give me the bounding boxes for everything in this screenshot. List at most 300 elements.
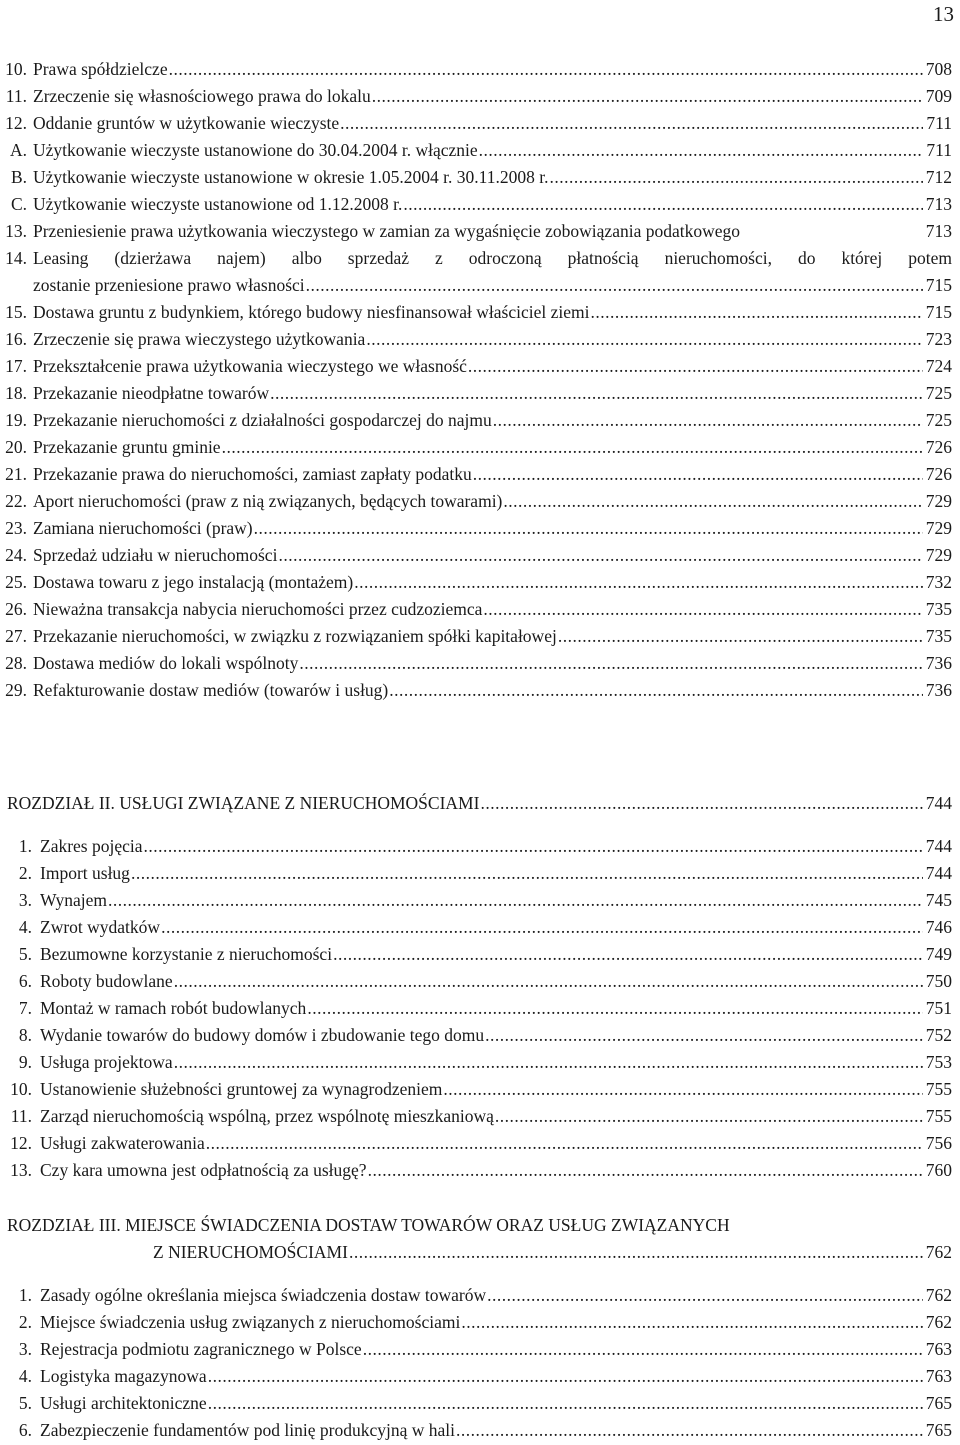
entry-body — [40, 914, 952, 941]
entry-title: Przekazanie nieodpłatne towarów — [33, 383, 270, 403]
toc-entry[interactable] — [0, 245, 960, 299]
entry-row — [33, 110, 952, 137]
entry-number: 4. — [18, 917, 32, 937]
entry-row — [40, 833, 952, 860]
entry-page: 725 — [925, 383, 952, 403]
dot-leader — [389, 677, 922, 704]
entry-title: Czy kara umowna jest odpłatnością za usługę? — [40, 1160, 367, 1180]
toc-entry[interactable] — [0, 1309, 960, 1336]
dot-leader — [468, 353, 923, 380]
toc-entry[interactable] — [0, 1212, 960, 1266]
toc-entry[interactable] — [0, 887, 960, 914]
entry-number: 11. — [10, 1106, 32, 1126]
entry-body — [33, 56, 952, 83]
entry-body — [33, 542, 952, 569]
toc-entry[interactable] — [0, 833, 960, 860]
entry-row — [40, 941, 952, 968]
entry-row — [7, 1239, 952, 1266]
entry-number: 29. — [5, 680, 27, 700]
entry-number: 2. — [18, 1312, 32, 1332]
dot-leader — [174, 968, 923, 995]
entry-row — [33, 272, 952, 299]
entry-page: 750 — [925, 971, 952, 991]
entry-page: 715 — [925, 275, 952, 295]
dot-leader — [208, 1390, 923, 1417]
entry-page: 709 — [925, 86, 952, 106]
entry-number: 27. — [5, 626, 27, 646]
toc-entry[interactable] — [0, 1336, 960, 1363]
entry-body — [33, 191, 952, 218]
page-number: 13 — [933, 2, 954, 26]
toc-entry[interactable] — [0, 677, 960, 704]
toc-entry[interactable] — [0, 914, 960, 941]
entry-page: 715 — [925, 302, 952, 322]
entry-body — [40, 1309, 952, 1336]
entry-title: Użytkowanie wieczyste ustanowione w okresie 1.05.2004 r. 30.11.2008 r. — [33, 167, 549, 187]
entry-page: 744 — [925, 793, 952, 813]
entry-title: Usługi zakwaterowania — [40, 1133, 205, 1153]
entry-number: 16. — [5, 329, 27, 349]
entry-number: 5. — [18, 1393, 32, 1413]
toc-entry[interactable] — [0, 488, 960, 515]
entry-body — [40, 1417, 952, 1444]
entry-page: 736 — [925, 680, 952, 700]
dot-leader — [479, 137, 924, 164]
toc-entry[interactable] — [0, 353, 960, 380]
entry-title-line1: Leasing (dzierżawa najem) albo sprzedaż z odroczoną płatnością nieruchomości, do której potem — [33, 248, 952, 268]
entry-row — [33, 353, 952, 380]
entry-body — [7, 1212, 952, 1266]
entry-body — [33, 650, 952, 677]
entry-body — [33, 434, 952, 461]
entry-page: 729 — [925, 545, 952, 565]
entry-page: 726 — [925, 464, 952, 484]
entry-number: 3. — [18, 1339, 32, 1359]
entry-body — [33, 245, 952, 299]
dot-leader — [550, 164, 923, 191]
entry-number: 13. — [10, 1160, 32, 1180]
dot-leader — [131, 860, 923, 887]
entry-body — [40, 887, 952, 914]
entry-title: Refakturowanie dostaw mediów (towarów i usług) — [33, 680, 389, 700]
entry-title: Oddanie gruntów w użytkowanie wieczyste — [33, 113, 340, 133]
entry-number: 6. — [18, 1420, 32, 1440]
entry-row — [33, 569, 952, 596]
entry-page: 765 — [925, 1420, 952, 1440]
entry-row — [33, 596, 952, 623]
entry-number: 22. — [5, 491, 27, 511]
entry-title: Import usług — [40, 863, 130, 883]
entry-page: 729 — [925, 491, 952, 511]
entry-row — [33, 299, 952, 326]
entry-number: 15. — [5, 302, 27, 322]
entry-body — [33, 596, 952, 623]
entry-body — [33, 164, 952, 191]
entry-number: 17. — [5, 356, 27, 376]
entry-number: 19. — [5, 410, 27, 430]
entry-page: 752 — [925, 1025, 952, 1045]
dot-leader — [558, 623, 923, 650]
entry-page: 723 — [925, 329, 952, 349]
entry-body — [33, 569, 952, 596]
entry-page: 711 — [926, 140, 952, 160]
entry-row — [40, 1417, 952, 1444]
entry-title: Ustanowienie służebności gruntowej za wynagrodzeniem — [40, 1079, 443, 1099]
entry-row — [40, 1282, 952, 1309]
entry-page: 724 — [925, 356, 952, 376]
entry-title: Przekazanie nieruchomości, w związku z rozwiązaniem spółki kapitałowej — [33, 626, 557, 646]
toc-entry[interactable] — [0, 1049, 960, 1076]
entry-page: 746 — [925, 917, 952, 937]
entry-body — [33, 623, 952, 650]
dot-leader — [485, 1022, 923, 1049]
entry-number: 26. — [5, 599, 27, 619]
toc-entry[interactable] — [0, 299, 960, 326]
toc-entry[interactable] — [0, 191, 960, 218]
toc-entry[interactable] — [0, 1282, 960, 1309]
entry-number: 10. — [5, 59, 27, 79]
dot-leader — [487, 1282, 923, 1309]
toc-entry[interactable] — [0, 1417, 960, 1444]
toc-entry[interactable] — [0, 407, 960, 434]
entry-title: Przekazanie gruntu gminie — [33, 437, 221, 457]
dot-leader — [349, 1239, 923, 1266]
entry-row — [33, 56, 952, 83]
entry-title: Dostawa gruntu z budynkiem, którego budowy niesfinansował właściciel ziemi — [33, 302, 590, 322]
entry-row — [33, 407, 952, 434]
entry-row — [40, 1076, 952, 1103]
entry-title: Montaż w ramach robót budowlanych — [40, 998, 307, 1018]
entry-row — [33, 623, 952, 650]
toc-entry[interactable] — [0, 995, 960, 1022]
entry-page: 712 — [925, 167, 952, 187]
dot-leader — [368, 1157, 923, 1184]
entry-body — [40, 860, 952, 887]
entry-number: 25. — [5, 572, 27, 592]
toc-entry[interactable] — [0, 515, 960, 542]
entry-row — [40, 1336, 952, 1363]
dot-leader — [372, 83, 923, 110]
toc-entry[interactable] — [0, 380, 960, 407]
entry-title: Zamiana nieruchomości (praw) — [33, 518, 253, 538]
entry-page: 744 — [925, 863, 952, 883]
entry-body — [40, 1049, 952, 1076]
entry-number: 1. — [18, 836, 32, 856]
entry-body — [33, 353, 952, 380]
toc-entry[interactable] — [0, 110, 960, 137]
entry-number: 13. — [5, 221, 27, 241]
entry-page: 726 — [925, 437, 952, 457]
entry-title: Użytkowanie wieczyste ustanowione od 1.12.2008 r. — [33, 194, 403, 214]
dot-leader — [456, 1417, 923, 1444]
entry-row — [33, 515, 952, 542]
entry-title: zostanie przeniesione prawo własności — [33, 275, 305, 295]
dot-leader — [108, 887, 923, 914]
entry-row — [40, 860, 952, 887]
entry-row — [40, 887, 952, 914]
dot-leader — [590, 299, 922, 326]
entry-page: 762 — [925, 1242, 952, 1262]
entry-row — [7, 790, 952, 817]
entry-number: 18. — [5, 383, 27, 403]
entry-number: 6. — [18, 971, 32, 991]
entry-number: A. — [9, 140, 27, 160]
entry-title: Przekazanie prawa do nieruchomości, zamiast zapłaty podatku — [33, 464, 472, 484]
entry-page: 763 — [925, 1366, 952, 1386]
dot-leader — [306, 272, 923, 299]
dot-leader — [208, 1363, 923, 1390]
entry-title: Usługa projektowa — [40, 1052, 173, 1072]
entry-title: ROZDZIAŁ II. USŁUGI ZWIĄZANE Z NIERUCHOMOŚCIAMI — [7, 793, 480, 813]
entry-row — [40, 1049, 952, 1076]
dot-leader — [144, 833, 923, 860]
entry-title: Aport nieruchomości (praw z nią związanych, będących towarami) — [33, 491, 503, 511]
entry-number: 8. — [18, 1025, 32, 1045]
entry-title: Bezumowne korzystanie z nieruchomości — [40, 944, 333, 964]
entry-row — [40, 1157, 952, 1184]
entry-body — [40, 1157, 952, 1184]
entry-page: 751 — [925, 998, 952, 1018]
dot-leader — [495, 1103, 923, 1130]
dot-leader — [443, 1076, 922, 1103]
toc-entry[interactable] — [0, 1390, 960, 1417]
toc-entry[interactable] — [0, 1363, 960, 1390]
entry-row — [40, 1390, 952, 1417]
entry-page: 765 — [925, 1393, 952, 1413]
entry-body — [40, 1363, 952, 1390]
entry-body — [7, 790, 952, 817]
toc-entry[interactable] — [0, 542, 960, 569]
entry-title: Sprzedaż udziału w nieruchomości — [33, 545, 278, 565]
dot-leader — [473, 461, 923, 488]
dot-leader — [206, 1130, 923, 1157]
entry-number: 28. — [5, 653, 27, 673]
entry-title: Usługi architektoniczne — [40, 1393, 207, 1413]
entry-row — [33, 191, 952, 218]
entry-row — [40, 914, 952, 941]
entry-body — [33, 299, 952, 326]
dot-leader — [161, 914, 923, 941]
entry-title: Wydanie towarów do budowy domów i zbudowanie tego domu — [40, 1025, 485, 1045]
entry-body — [40, 1076, 952, 1103]
entry-row — [33, 218, 952, 245]
entry-row — [40, 1022, 952, 1049]
entry-number: 2. — [18, 863, 32, 883]
dot-leader — [307, 995, 922, 1022]
entry-title: Dostawa mediów do lokali wspólnoty — [33, 653, 299, 673]
entry-page: 763 — [925, 1339, 952, 1359]
dot-leader — [299, 650, 922, 677]
entry-body — [33, 137, 952, 164]
toc-entry[interactable] — [0, 1076, 960, 1103]
entry-row — [33, 650, 952, 677]
dot-leader — [222, 434, 923, 461]
entry-page: 762 — [925, 1312, 952, 1332]
entry-page: 753 — [925, 1052, 952, 1072]
entry-title: Prawa spółdzielcze — [33, 59, 168, 79]
entry-number: B. — [10, 167, 27, 187]
toc-entry[interactable] — [0, 569, 960, 596]
toc-entry[interactable] — [0, 1157, 960, 1184]
entry-number: C. — [10, 194, 27, 214]
entry-title: Rejestracja podmiotu zagranicznego w Polsce — [40, 1339, 362, 1359]
toc-entry[interactable] — [0, 1130, 960, 1157]
toc-entry[interactable] — [0, 623, 960, 650]
entry-title: Przekształcenie prawa użytkowania wieczystego we własność — [33, 356, 467, 376]
dot-leader — [340, 110, 923, 137]
dot-leader — [493, 407, 923, 434]
entry-number: 1. — [18, 1285, 32, 1305]
entry-number: 11. — [5, 86, 27, 106]
entry-number: 10. — [10, 1079, 32, 1099]
entry-title: Miejsce świadczenia usług związanych z nieruchomościami — [40, 1312, 461, 1332]
toc-entry[interactable] — [0, 164, 960, 191]
entry-title: Wynajem — [40, 890, 107, 910]
entry-row — [40, 1309, 952, 1336]
entry-title: Zarząd nieruchomością wspólną, przez wspólnotę mieszkaniową — [40, 1106, 494, 1126]
dot-leader — [174, 1049, 923, 1076]
entry-number: 12. — [10, 1133, 32, 1153]
dot-leader — [169, 56, 923, 83]
entry-page: 735 — [925, 599, 952, 619]
dot-leader — [270, 380, 923, 407]
entry-title: Z NIERUCHOMOŚCIAMI — [153, 1242, 348, 1262]
entry-row — [33, 164, 952, 191]
toc-entry[interactable] — [0, 1103, 960, 1130]
entry-page: 732 — [925, 572, 952, 592]
entry-body — [33, 515, 952, 542]
entry-row — [33, 434, 952, 461]
entry-page: 713 — [925, 194, 952, 214]
entry-body — [40, 1336, 952, 1363]
entry-title: Zrzeczenie się prawa wieczystego użytkowania — [33, 329, 366, 349]
dot-leader — [363, 1336, 923, 1363]
entry-number: 21. — [5, 464, 27, 484]
entry-row — [40, 968, 952, 995]
toc-entry[interactable] — [0, 326, 960, 353]
entry-title: Zrzeczenie się własnościowego prawa do lokalu — [33, 86, 371, 106]
entry-body — [33, 488, 952, 515]
toc-entry[interactable] — [0, 860, 960, 887]
entry-number: 5. — [18, 944, 32, 964]
dot-leader — [480, 790, 922, 817]
entry-body — [33, 461, 952, 488]
entry-number: 20. — [5, 437, 27, 457]
toc-entry[interactable] — [0, 968, 960, 995]
toc-entry[interactable] — [0, 434, 960, 461]
toc-entry[interactable] — [0, 596, 960, 623]
entry-number: 23. — [5, 518, 27, 538]
entry-title: Dostawa towaru z jego instalacją (montażem) — [33, 572, 354, 592]
entry-title: Zakres pojęcia — [40, 836, 143, 856]
entry-page: 762 — [925, 1285, 952, 1305]
entry-row — [33, 326, 952, 353]
entry-row — [33, 83, 952, 110]
entry-page: 760 — [925, 1160, 952, 1180]
dot-leader — [278, 542, 922, 569]
toc-entry[interactable] — [0, 790, 960, 817]
toc-entry[interactable] — [0, 461, 960, 488]
entry-number: 24. — [5, 545, 27, 565]
entry-body — [33, 218, 952, 245]
entry-row — [40, 1363, 952, 1390]
entry-row — [33, 542, 952, 569]
entry-body — [40, 995, 952, 1022]
entry-body — [40, 833, 952, 860]
toc-entry[interactable] — [0, 56, 960, 83]
entry-body — [40, 1390, 952, 1417]
entry-title: Nieważna transakcja nabycia nieruchomości przez cudzoziemca — [33, 599, 483, 619]
entry-row — [40, 995, 952, 1022]
toc-entry[interactable] — [0, 137, 960, 164]
entry-title: Przeniesienie prawa użytkowania wieczystego w zamian za wygaśnięcie zobowiązania podatkowego — [33, 221, 740, 241]
entry-page: 725 — [925, 410, 952, 430]
entry-title: Zasady ogólne określania miejsca świadczenia dostaw towarów — [40, 1285, 487, 1305]
entry-page: 749 — [925, 944, 952, 964]
entry-title: Zabezpieczenie fundamentów pod linię produkcyjną w hali — [40, 1420, 455, 1440]
entry-page: 713 — [925, 221, 952, 241]
entry-body — [40, 1130, 952, 1157]
entry-title: Użytkowanie wieczyste ustanowione do 30.04.2004 r. włącznie — [33, 140, 478, 160]
entry-body — [33, 677, 952, 704]
entry-page: 755 — [925, 1079, 952, 1099]
toc-entry[interactable] — [0, 1022, 960, 1049]
dot-leader — [366, 326, 922, 353]
dot-leader — [503, 488, 922, 515]
entry-page: 736 — [925, 653, 952, 673]
entry-number: 12. — [5, 113, 27, 133]
entry-title-line1: ROZDZIAŁ III. MIEJSCE ŚWIADCZENIA DOSTAW TOWARÓW ORAZ USŁUG ZWIĄZANYCH — [7, 1215, 730, 1235]
entry-row — [33, 488, 952, 515]
entry-title: Przekazanie nieruchomości z działalności gospodarczej do najmu — [33, 410, 492, 430]
entry-body — [33, 110, 952, 137]
toc-entry[interactable] — [0, 941, 960, 968]
entry-page: 711 — [926, 113, 952, 133]
entry-row — [33, 137, 952, 164]
entry-page: 756 — [925, 1133, 952, 1153]
entry-number: 14. — [5, 248, 27, 268]
entry-row — [33, 380, 952, 407]
entry-number: 3. — [18, 890, 32, 910]
entry-body — [40, 1022, 952, 1049]
toc-entry[interactable] — [0, 83, 960, 110]
dot-leader — [333, 941, 923, 968]
entry-page: 744 — [925, 836, 952, 856]
entry-row — [33, 461, 952, 488]
entry-body — [40, 1103, 952, 1130]
dot-leader — [403, 191, 922, 218]
entry-page: 755 — [925, 1106, 952, 1126]
entry-number: 7. — [18, 998, 32, 1018]
dot-leader — [461, 1309, 922, 1336]
entry-page: 745 — [925, 890, 952, 910]
toc-entry[interactable] — [0, 650, 960, 677]
entry-row — [40, 1103, 952, 1130]
dot-leader — [254, 515, 923, 542]
entry-number: 9. — [18, 1052, 32, 1072]
entry-page: 708 — [925, 59, 952, 79]
entry-body — [33, 407, 952, 434]
entry-body — [40, 1282, 952, 1309]
entry-number: 4. — [18, 1366, 32, 1386]
entry-title: Logistyka magazynowa — [40, 1366, 207, 1386]
entry-body — [40, 968, 952, 995]
entry-body — [33, 83, 952, 110]
toc-entry[interactable] — [0, 218, 960, 245]
entry-title: Roboty budowlane — [40, 971, 173, 991]
entry-body — [40, 941, 952, 968]
entry-page: 729 — [925, 518, 952, 538]
